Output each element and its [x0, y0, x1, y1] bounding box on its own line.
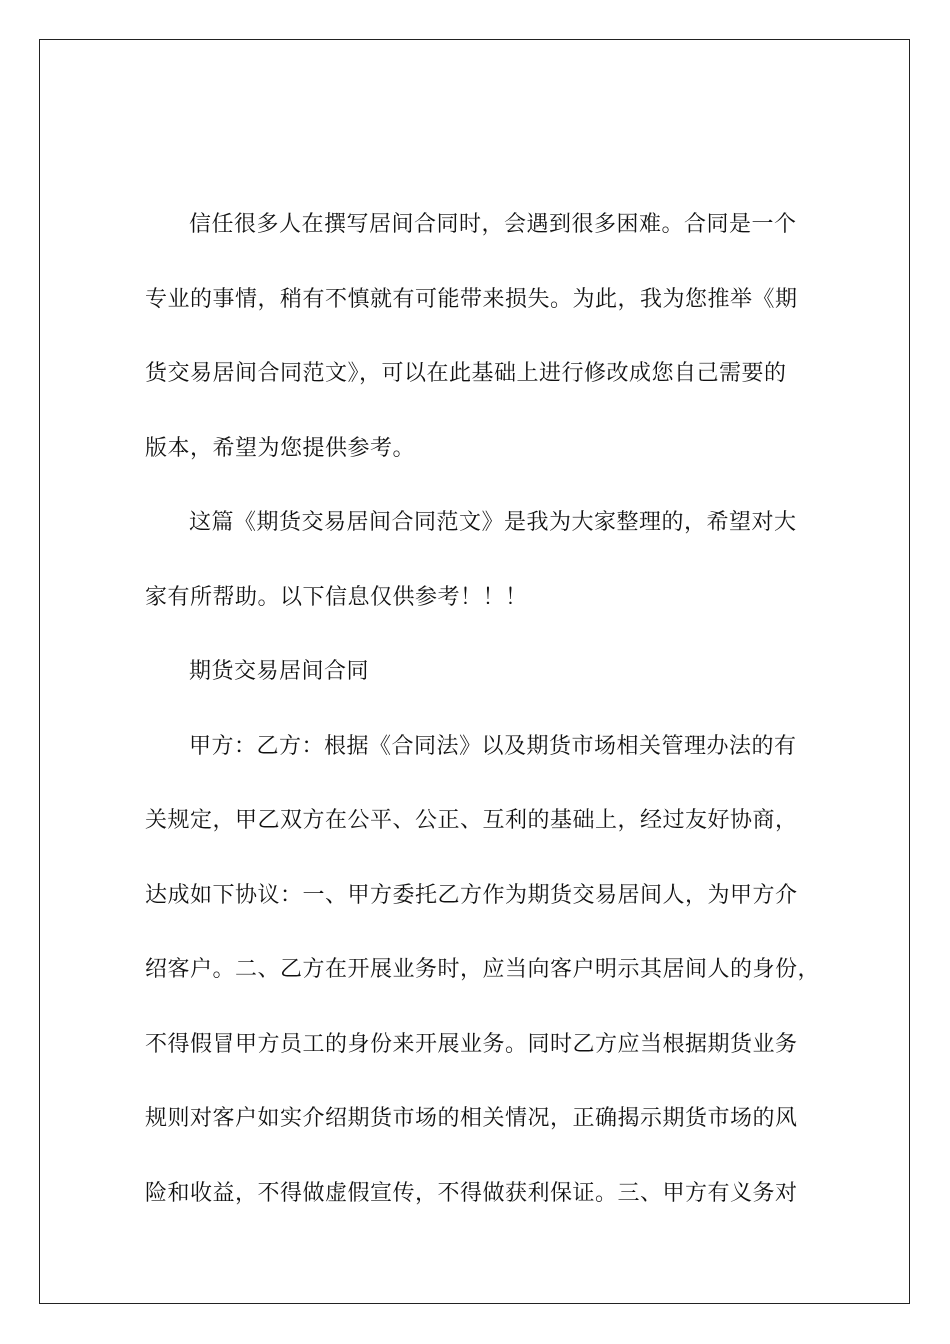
contract-line-3: 达成如下协议：一、甲方委托乙方作为期货交易居间人，为甲方介: [145, 882, 798, 908]
contract-line-1: 甲方：乙方：根据《合同法》以及期货市场相关管理办法的有: [189, 733, 797, 759]
contract-line-7: 险和收益，不得做虚假宣传，不得做获利保证。三、甲方有义务对: [145, 1180, 798, 1206]
intro-line-2: 专业的事情，稍有不慎就有可能带来损失。为此，我为您推举《期: [145, 286, 798, 312]
contract-line-5: 不得假冒甲方员工的身份来开展业务。同时乙方应当根据期货业务: [145, 1031, 798, 1057]
contract-line-4: 绍客户。二、乙方在开展业务时，应当向客户明示其居间人的身份，: [145, 957, 821, 982]
contract-line-6: 规则对客户如实介绍期货市场的相关情况，正确揭示期货市场的风: [145, 1106, 798, 1131]
contract-line-2: 关规定，甲乙双方在公平、公正、互利的基础上，经过友好协商，: [145, 808, 798, 833]
document-body: [145, 200, 821, 1243]
intro-line-3: 货交易居间合同范文》，可以在此基础上进行修改成您自己需要的: [145, 361, 787, 386]
note-line-2: 家有所帮助。以下信息仅供参考！！！: [145, 584, 528, 610]
intro-line-4: 版本，希望为您提供参考。: [145, 435, 416, 461]
note-line-1: 这篇《期货交易居间合同范文》是我为大家整理的，希望对大: [189, 510, 797, 535]
contract-title: 期货交易居间合同: [189, 659, 370, 684]
intro-line-1: 信任很多人在撰写居间合同时，会遇到很多困难。合同是一个: [189, 212, 797, 237]
